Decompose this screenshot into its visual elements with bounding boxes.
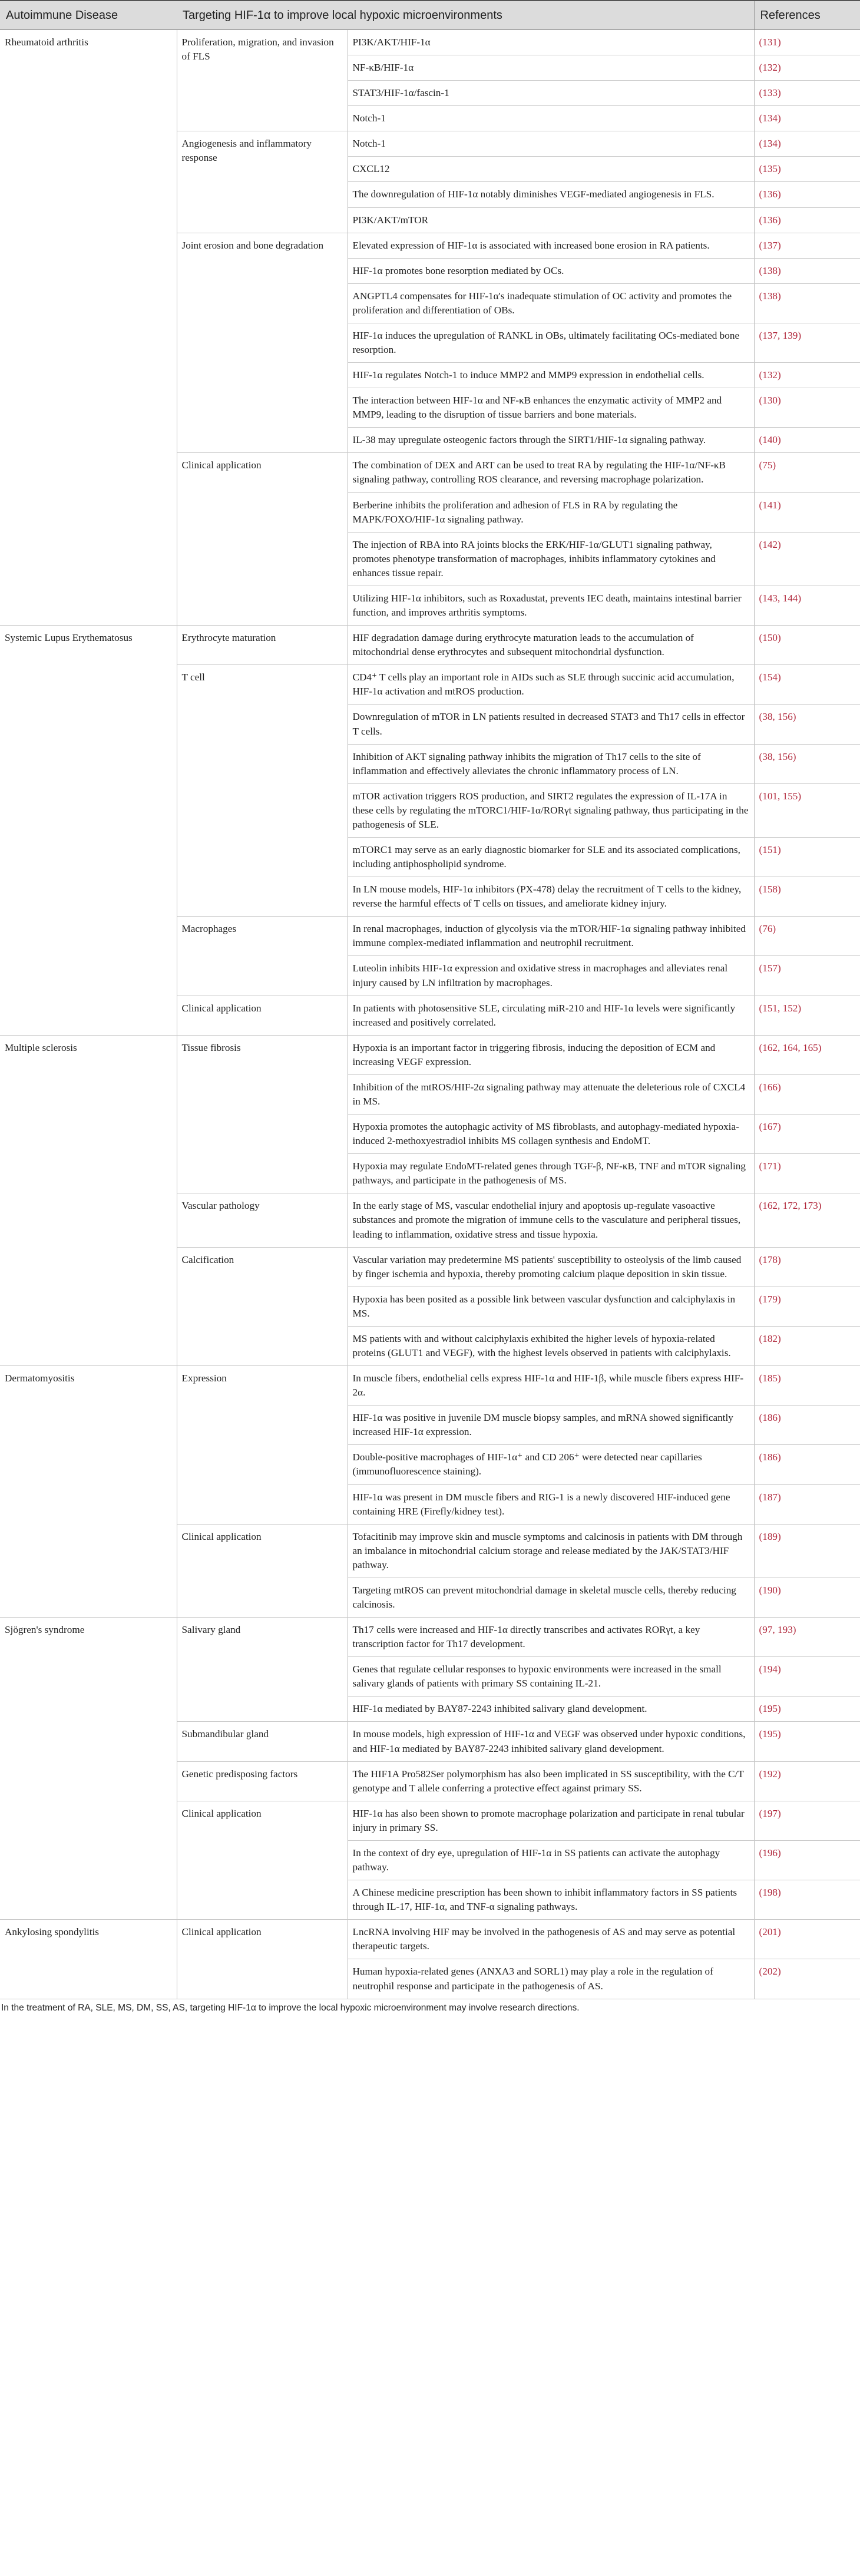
aspect-cell: Salivary gland — [177, 1618, 348, 1722]
aspect-cell: Joint erosion and bone degradation — [177, 233, 348, 453]
header-disease: Autoimmune Disease — [0, 1, 177, 30]
aspect-cell: Genetic predisposing factors — [177, 1761, 348, 1801]
finding-cell: CD4⁺ T cells play an important role in AIDs such as SLE through succinic acid accumulation, HIF-1α activation and mtROS production. — [348, 665, 754, 705]
finding-cell: LncRNA involving HIF may be involved in the pathogenesis of AS and may serve as potential therapeutic targets. — [348, 1920, 754, 1959]
finding-cell: HIF-1α was present in DM muscle fibers and RIG-1 is a newly discovered HIF-induced gene containing HRE (Firefly/kidney test). — [348, 1484, 754, 1524]
aspect-cell: Expression — [177, 1366, 348, 1525]
reference-cell: (136) — [754, 207, 860, 233]
table-row — [0, 1035, 860, 1074]
finding-cell: Human hypoxia-related genes (ANXA3 and SORL1) may play a role in the regulation of neutrophil response and participate in the pathogenesis of AS. — [348, 1959, 754, 1999]
reference-cell: (198) — [754, 1880, 860, 1920]
finding-cell: In the context of dry eye, upregulation of HIF-1α in SS patients can activate the autophagy pathway. — [348, 1840, 754, 1880]
reference-cell: (167) — [754, 1115, 860, 1154]
finding-cell: Luteolin inhibits HIF-1α expression and oxidative stress in macrophages and alleviates renal injury caused by LN infiltration by macrophages. — [348, 956, 754, 996]
table-body — [0, 30, 860, 1999]
finding-cell: Th17 cells were increased and HIF-1α directly transcribes and activates RORγt, a key transcription factor for Th17 development. — [348, 1618, 754, 1657]
finding-cell: The injection of RBA into RA joints blocks the ERK/HIF-1α/GLUT1 signaling pathway, promotes phenotype transformation of macrophages, inhibits inflammatory cytokines and enhances tissue repair. — [348, 532, 754, 586]
finding-cell: NF-κB/HIF-1α — [348, 55, 754, 81]
reference-cell: (132) — [754, 363, 860, 388]
finding-cell: Elevated expression of HIF-1α is associated with increased bone erosion in RA patients. — [348, 233, 754, 258]
reference-cell: (141) — [754, 492, 860, 532]
reference-cell: (137) — [754, 233, 860, 258]
reference-cell: (134) — [754, 131, 860, 157]
table-footnote: In the treatment of RA, SLE, MS, DM, SS, AS, targeting HIF-1α to improve the local hypoxic microenvironment may involve research directions. — [1, 2002, 580, 2013]
reference-cell: (101, 155) — [754, 783, 860, 837]
header-references: References — [754, 1, 860, 30]
finding-cell: MS patients with and without calciphylaxis exhibited the higher levels of hypoxia-related proteins (GLUT1 and VEGF), with the highest levels observed in patients with calciphylaxis. — [348, 1326, 754, 1365]
table-row — [0, 1366, 860, 1406]
reference-cell: (162, 164, 165) — [754, 1035, 860, 1074]
table-row — [0, 30, 860, 55]
finding-cell: PI3K/AKT/HIF-1α — [348, 30, 754, 55]
reference-cell: (185) — [754, 1366, 860, 1406]
finding-cell: The combination of DEX and ART can be used to treat RA by regulating the HIF-1α/NF-κB signaling pathway, controlling ROS clearance, and reversing macrophage polarization. — [348, 453, 754, 492]
finding-cell: Double-positive macrophages of HIF-1α⁺ and CD 206⁺ were detected near capillaries (immunofluorescence staining). — [348, 1445, 754, 1484]
finding-cell: In LN mouse models, HIF-1α inhibitors (PX-478) delay the recruitment of T cells to the kidney, reverse the harmful effects of T cells on tissues, and ameliorate kidney injury. — [348, 877, 754, 917]
aspect-cell: Vascular pathology — [177, 1193, 348, 1247]
finding-cell: HIF-1α regulates Notch-1 to induce MMP2 and MMP9 expression in endothelial cells. — [348, 363, 754, 388]
reference-cell: (189) — [754, 1524, 860, 1578]
finding-cell: HIF degradation damage during erythrocyte maturation leads to the accumulation of mitochondrial dense erythrocytes and subsequent mitochondrial dysfunction. — [348, 626, 754, 665]
finding-cell: mTOR activation triggers ROS production, and SIRT2 regulates the expression of IL-17A in these cells by regulating the mTORC1/HIF-1α/RORγt signaling pathway, thus participating in the pathogenesis of SLE. — [348, 783, 754, 837]
reference-cell: (190) — [754, 1578, 860, 1617]
reference-cell: (171) — [754, 1154, 860, 1193]
table-row — [0, 626, 860, 665]
reference-cell: (166) — [754, 1074, 860, 1114]
finding-cell: ANGPTL4 compensates for HIF-1α's inadequate stimulation of OC activity and promotes the proliferation and differentiation of OBs. — [348, 283, 754, 323]
finding-cell: Utilizing HIF-1α inhibitors, such as Roxadustat, prevents IEC death, maintains intestinal barrier function, and improves arthritis symptoms. — [348, 586, 754, 625]
finding-cell: Hypoxia promotes the autophagic activity of MS fibroblasts, and autophagy-mediated hypoxia-induced 2-methoxyestradiol inhibits MS collagen synthesis and EndoMT. — [348, 1115, 754, 1154]
reference-cell: (192) — [754, 1761, 860, 1801]
reference-cell: (138) — [754, 283, 860, 323]
finding-cell: Targeting mtROS can prevent mitochondrial damage in skeletal muscle cells, thereby reducing calcinosis. — [348, 1578, 754, 1617]
reference-cell: (158) — [754, 877, 860, 917]
header-target: Targeting HIF-1α to improve local hypoxic microenvironments — [177, 1, 754, 30]
finding-cell: In mouse models, high expression of HIF-1α and VEGF was observed under hypoxic conditions, and HIF-1α mediated by BAY87-2243 inhibited salivary gland development. — [348, 1722, 754, 1761]
finding-cell: PI3K/AKT/mTOR — [348, 207, 754, 233]
reference-cell: (131) — [754, 30, 860, 55]
reference-cell: (38, 156) — [754, 744, 860, 783]
reference-cell: (76) — [754, 917, 860, 956]
finding-cell: mTORC1 may serve as an early diagnostic biomarker for SLE and its associated complications, including antiphospholipid syndrome. — [348, 837, 754, 877]
table-header-row — [0, 1, 860, 30]
disease-cell: Sjögren's syndrome — [0, 1618, 177, 1920]
finding-cell: The HIF1A Pro582Ser polymorphism has also been implicated in SS susceptibility, with the C/T genotype and T allele conferring a protective effect against primary SS. — [348, 1761, 754, 1801]
reference-cell: (140) — [754, 428, 860, 453]
aspect-cell: Calcification — [177, 1247, 348, 1365]
reference-cell: (136) — [754, 182, 860, 207]
aspect-cell: Clinical application — [177, 453, 348, 626]
aspect-cell: Clinical application — [177, 996, 348, 1035]
aspect-cell: Clinical application — [177, 1920, 348, 1999]
reference-cell: (150) — [754, 626, 860, 665]
reference-cell: (197) — [754, 1801, 860, 1840]
reference-cell: (75) — [754, 453, 860, 492]
finding-cell: Genes that regulate cellular responses to hypoxic environments were increased in the small salivary glands of patients with primary SS containing IL-21. — [348, 1657, 754, 1697]
reference-cell: (97, 193) — [754, 1618, 860, 1657]
reference-cell: (134) — [754, 106, 860, 131]
finding-cell: HIF-1α was positive in juvenile DM muscle biopsy samples, and mRNA showed significantly increased HIF-1α expression. — [348, 1406, 754, 1445]
reference-cell: (132) — [754, 55, 860, 81]
finding-cell: Hypoxia has been posited as a possible link between vascular dysfunction and calciphylaxis in MS. — [348, 1287, 754, 1326]
aspect-cell: T cell — [177, 665, 348, 917]
disease-cell: Dermatomyositis — [0, 1366, 177, 1618]
reference-cell: (202) — [754, 1959, 860, 1999]
reference-cell: (195) — [754, 1722, 860, 1761]
finding-cell: Notch-1 — [348, 131, 754, 157]
finding-cell: Inhibition of the mtROS/HIF-2α signaling pathway may attenuate the deleterious role of CXCL4 in MS. — [348, 1074, 754, 1114]
reference-cell: (133) — [754, 81, 860, 106]
reference-cell: (38, 156) — [754, 705, 860, 744]
reference-cell: (137, 139) — [754, 323, 860, 362]
finding-cell: Hypoxia may regulate EndoMT-related genes through TGF-β, NF-κB, TNF and mTOR signaling pathways, and participate in the pathogenesis of MS. — [348, 1154, 754, 1193]
finding-cell: HIF-1α has also been shown to promote macrophage polarization and participate in renal tubular injury in primary SS. — [348, 1801, 754, 1840]
finding-cell: In the early stage of MS, vascular endothelial injury and apoptosis up-regulate vasoactive substances and promote the migration of immune cells to the vasculature and peripheral tissues, leading to inflammation, oxidative stress and tissue hypoxia. — [348, 1193, 754, 1247]
disease-cell: Ankylosing spondylitis — [0, 1920, 177, 1999]
finding-cell: Inhibition of AKT signaling pathway inhibits the migration of Th17 cells to the site of inflammation and effectively alleviates the chronic inflammatory process of LN. — [348, 744, 754, 783]
reference-cell: (138) — [754, 258, 860, 283]
reference-cell: (179) — [754, 1287, 860, 1326]
reference-cell: (154) — [754, 665, 860, 705]
finding-cell: IL-38 may upregulate osteogenic factors through the SIRT1/HIF-1α signaling pathway. — [348, 428, 754, 453]
aspect-cell: Proliferation, migration, and invasion of FLS — [177, 30, 348, 131]
finding-cell: Vascular variation may predetermine MS patients' susceptibility to osteolysis of the limb caused by finger ischemia and hypoxia, thereby promoting calcium plaque deposition in skin tissue. — [348, 1247, 754, 1287]
aspect-cell: Angiogenesis and inflammatory response — [177, 131, 348, 233]
finding-cell: STAT3/HIF-1α/fascin-1 — [348, 81, 754, 106]
disease-cell: Multiple sclerosis — [0, 1035, 177, 1365]
reference-cell: (143, 144) — [754, 586, 860, 625]
finding-cell: HIF-1α promotes bone resorption mediated by OCs. — [348, 258, 754, 283]
reference-cell: (135) — [754, 157, 860, 182]
finding-cell: HIF-1α induces the upregulation of RANKL in OBs, ultimately facilitating OCs-mediated bone resorption. — [348, 323, 754, 362]
finding-cell: HIF-1α mediated by BAY87-2243 inhibited salivary gland development. — [348, 1697, 754, 1722]
reference-cell: (178) — [754, 1247, 860, 1287]
table-row — [0, 1920, 860, 1959]
reference-cell: (186) — [754, 1406, 860, 1445]
finding-cell: The downregulation of HIF-1α notably diminishes VEGF-mediated angiogenesis in FLS. — [348, 182, 754, 207]
reference-cell: (151) — [754, 837, 860, 877]
reference-cell: (130) — [754, 388, 860, 428]
aspect-cell: Erythrocyte maturation — [177, 626, 348, 665]
finding-cell: Tofacitinib may improve skin and muscle symptoms and calcinosis in patients with DM through an imbalance in mitochondrial calcium storage and release mediated by the JAK/STAT3/HIF pathway. — [348, 1524, 754, 1578]
finding-cell: Downregulation of mTOR in LN patients resulted in decreased STAT3 and Th17 cells in effector T cells. — [348, 705, 754, 744]
finding-cell: Berberine inhibits the proliferation and adhesion of FLS in RA by regulating the MAPK/FOXO/HIF-1α signaling pathway. — [348, 492, 754, 532]
aspect-cell: Submandibular gland — [177, 1722, 348, 1761]
aspect-cell: Clinical application — [177, 1524, 348, 1617]
reference-cell: (157) — [754, 956, 860, 996]
reference-cell: (195) — [754, 1697, 860, 1722]
finding-cell: A Chinese medicine prescription has been shown to inhibit inflammatory factors in SS patients through IL-17, HIF-1α, and TNF-α signaling pathways. — [348, 1880, 754, 1920]
disease-cell: Systemic Lupus Erythematosus — [0, 626, 177, 1036]
reference-cell: (187) — [754, 1484, 860, 1524]
reference-cell: (196) — [754, 1840, 860, 1880]
aspect-cell: Tissue fibrosis — [177, 1035, 348, 1193]
finding-cell: The interaction between HIF-1α and NF-κB enhances the enzymatic activity of MMP2 and MMP9, leading to the disruption of tissue barriers and bone materials. — [348, 388, 754, 428]
finding-cell: In patients with photosensitive SLE, circulating miR-210 and HIF-1α levels were significantly increased and positively correlated. — [348, 996, 754, 1035]
reference-cell: (162, 172, 173) — [754, 1193, 860, 1247]
reference-cell: (182) — [754, 1326, 860, 1365]
finding-cell: In muscle fibers, endothelial cells express HIF-1α and HIF-1β, while muscle fibers express HIF-2α. — [348, 1366, 754, 1406]
reference-cell: (201) — [754, 1920, 860, 1959]
disease-cell: Rheumatoid arthritis — [0, 30, 177, 626]
reference-cell: (194) — [754, 1657, 860, 1697]
reference-cell: (186) — [754, 1445, 860, 1484]
finding-cell: Hypoxia is an important factor in triggering fibrosis, inducing the deposition of ECM and increasing VEGF expression. — [348, 1035, 754, 1074]
aspect-cell: Clinical application — [177, 1801, 348, 1919]
reference-cell: (151, 152) — [754, 996, 860, 1035]
aspect-cell: Macrophages — [177, 917, 348, 996]
finding-cell: Notch-1 — [348, 106, 754, 131]
finding-cell: CXCL12 — [348, 157, 754, 182]
reference-cell: (142) — [754, 532, 860, 586]
finding-cell: In renal macrophages, induction of glycolysis via the mTOR/HIF-1α signaling pathway inhibited immune complex-mediated inflammation and neutrophil recruitment. — [348, 917, 754, 956]
table-row — [0, 1618, 860, 1657]
